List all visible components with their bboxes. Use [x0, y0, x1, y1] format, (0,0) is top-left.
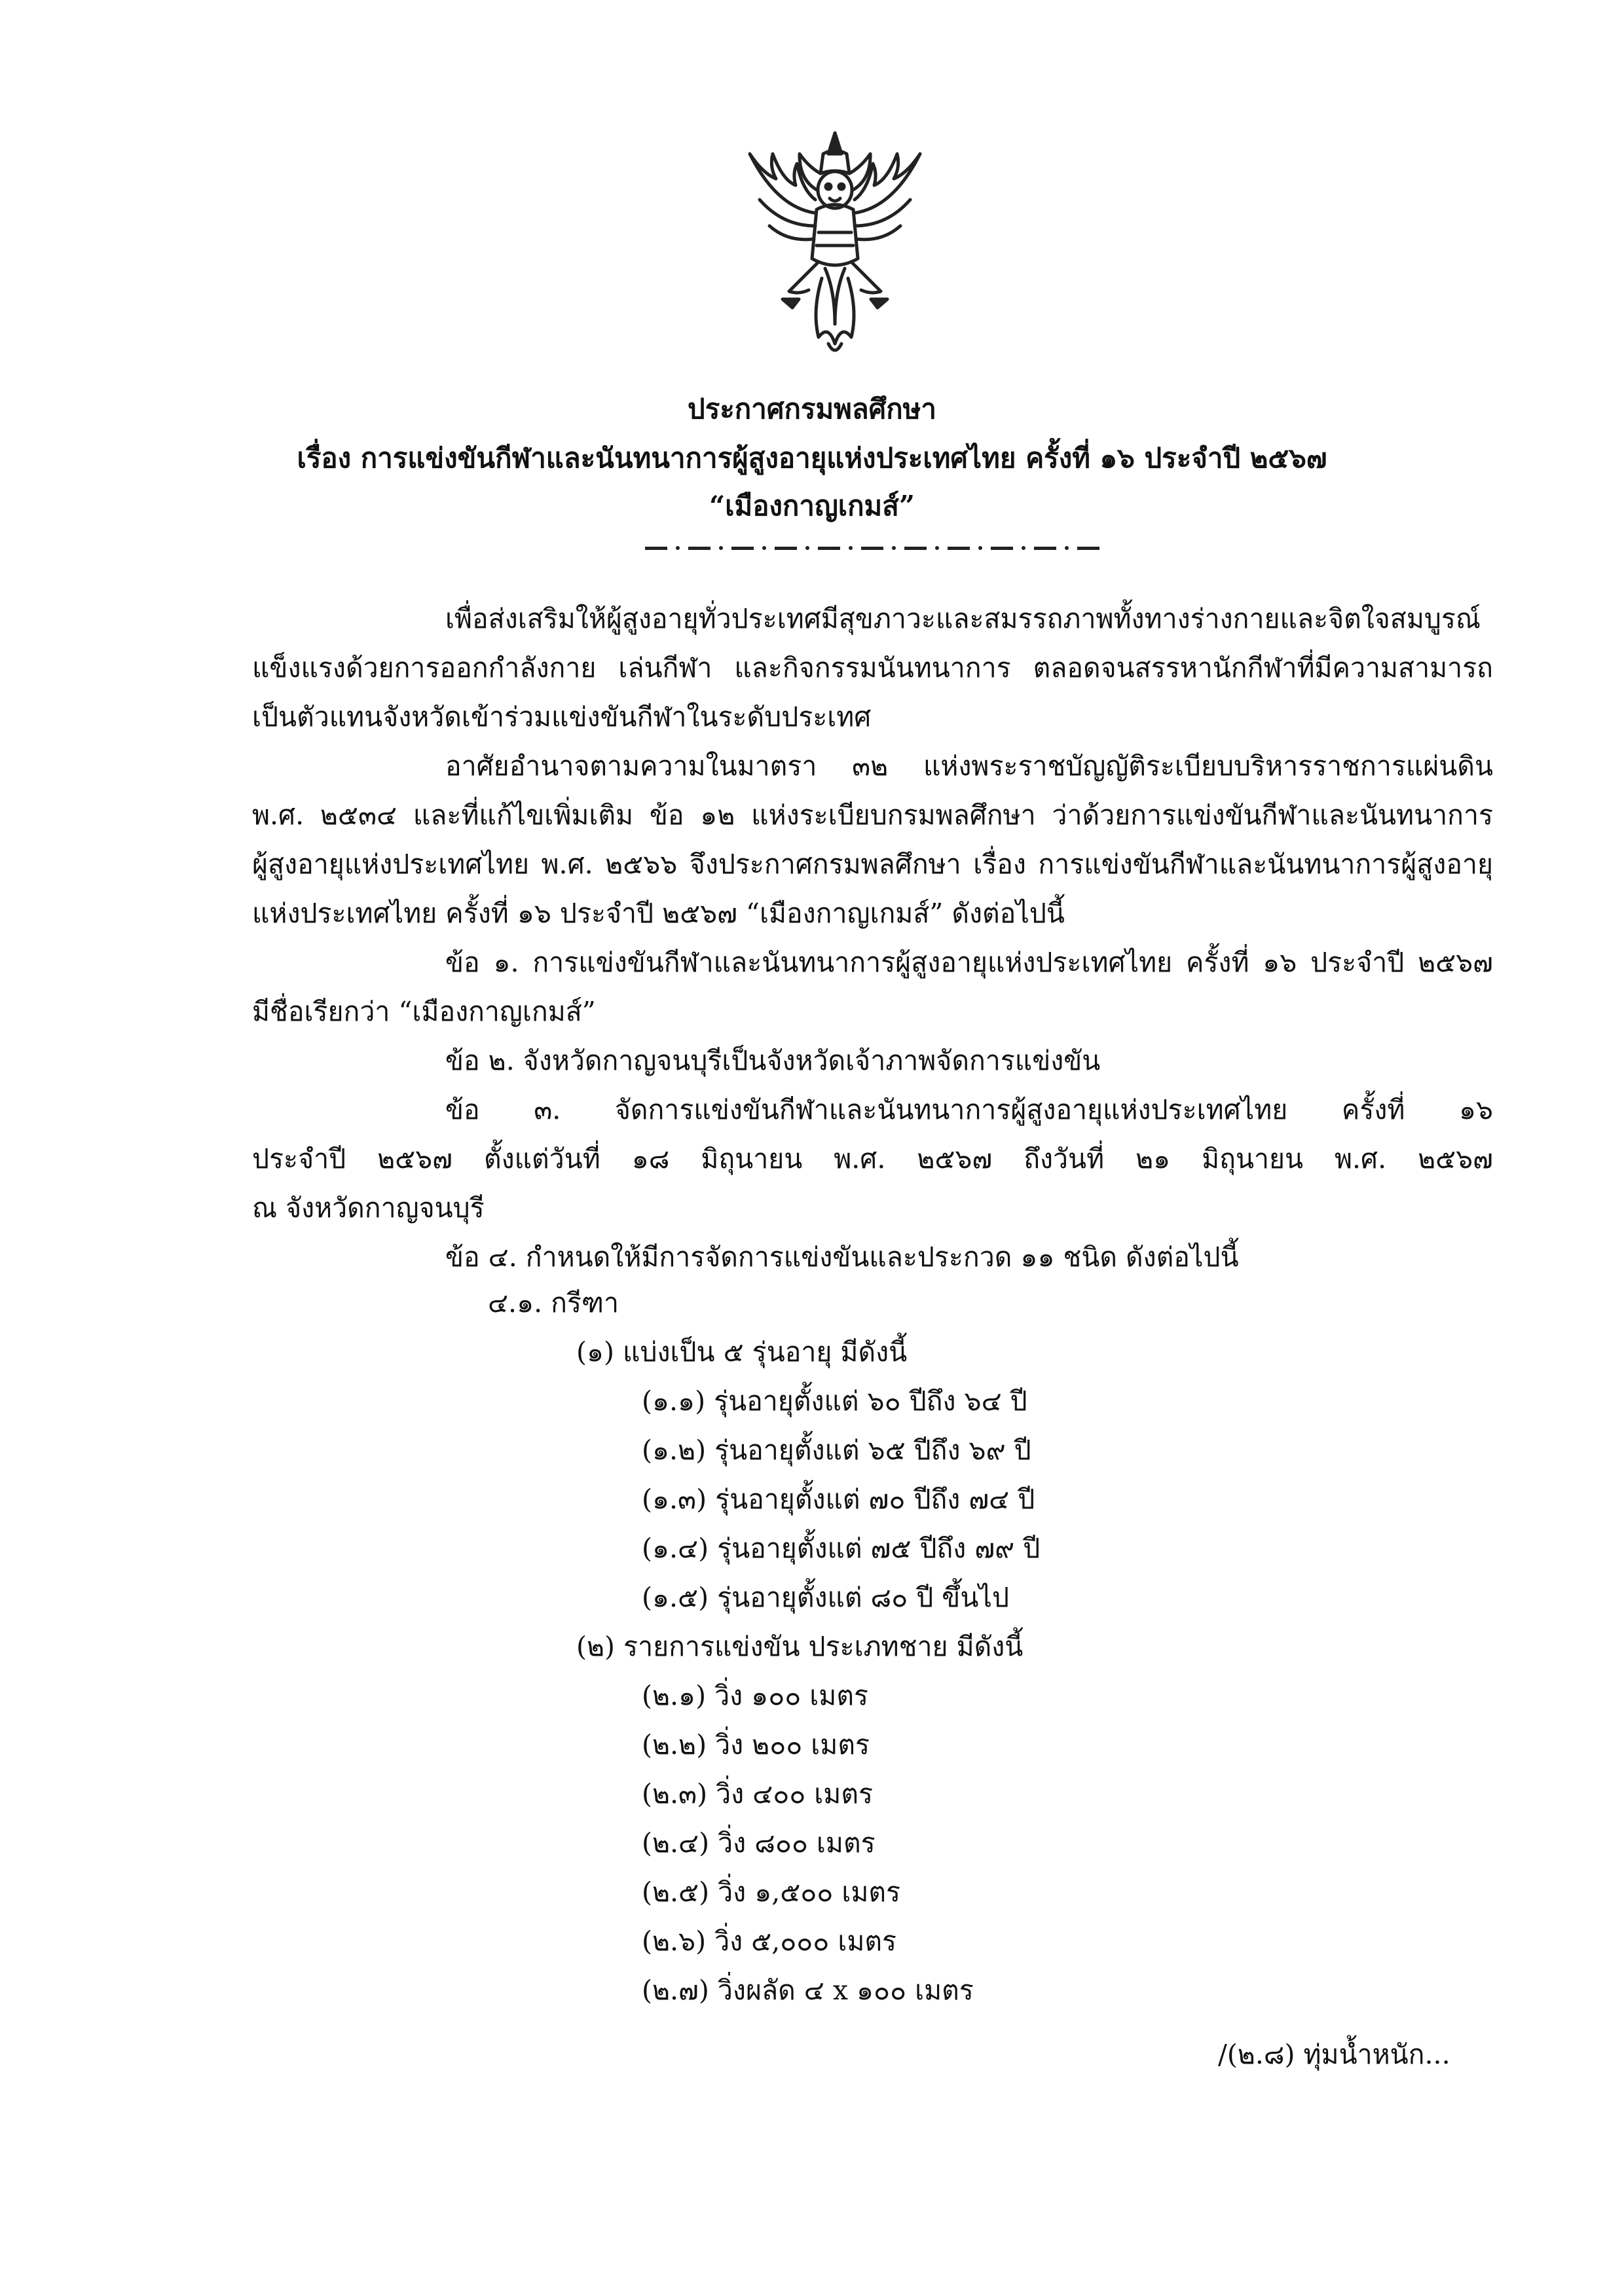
age-heading: (๑) แบ่งเป็น ๕ รุ่นอายุ มีดังนี้ — [576, 1336, 908, 1368]
event-item: (๒.๕) วิ่ง ๑,๕๐๐ เมตร — [642, 1876, 901, 1908]
age-group-item: (๑.๔) รุ่นอายุตั้งแต่ ๗๕ ปีถึง ๗๙ ปี — [642, 1533, 1041, 1564]
preamble-p2-line: แห่งประเทศไทย ครั้งที่ ๑๖ ประจำปี ๒๕๖๗ “เมืองกาญเกมส์” ดังต่อไปนี้ — [252, 898, 1065, 929]
announcement-subject: เรื่อง การแข่งขันกีฬาและนันทนาการผู้สูงอายุแห่งประเทศไทย ครั้งที่ ๑๖ ประจำปี ๒๕๖๗ — [297, 442, 1327, 474]
event-item: (๒.๓) วิ่ง ๔๐๐ เมตร — [642, 1778, 873, 1810]
sport-heading: ๔.๑. กรีฑา — [488, 1287, 619, 1319]
event-item: (๒.๒) วิ่ง ๒๐๐ เมตร — [642, 1729, 870, 1760]
preamble-p2-line: พ.ศ. ๒๕๓๔ และที่แก้ไขเพิ่มเติม ข้อ ๑๒ แห่งระเบียบกรมพลศึกษา ว่าด้วยการแข่งขันกีฬาและนันทนาการ — [252, 799, 1493, 831]
age-group-item: (๑.๓) รุ่นอายุตั้งแต่ ๗๐ ปีถึง ๗๔ ปี — [642, 1484, 1035, 1515]
clause-2: ข้อ ๒. จังหวัดกาญจนบุรีเป็นจังหวัดเจ้าภาพจัดการแข่งขัน — [445, 1045, 1101, 1076]
clause-3-line: ณ จังหวัดกาญจนบุรี — [252, 1192, 485, 1224]
preamble-p2-line: ผู้สูงอายุแห่งประเทศไทย พ.ศ. ๒๕๖๖ จึงประกาศกรมพลศึกษา เรื่อง การแข่งขันกีฬาและนันทนาการผู้สูงอายุ — [252, 848, 1493, 880]
announcement-title: ประกาศกรมพลศึกษา — [688, 393, 936, 425]
clause-1-line: ข้อ ๑. การแข่งขันกีฬาและนันทนาการผู้สูงอายุแห่งประเทศไทย ครั้งที่ ๑๖ ประจำปี ๒๕๖๗ — [445, 947, 1493, 978]
games-name: “เมืองกาญเกมส์” — [709, 490, 915, 522]
clause-3-line: ประจำปี ๒๕๖๗ ตั้งแต่วันที่ ๑๘ มิถุนายน พ.ศ. ๒๕๖๗ ถึงวันที่ ๒๑ มิถุนายน พ.ศ. ๒๕๖๗ — [252, 1143, 1493, 1175]
continuation-note: /(๒.๘) ทุ่มน้ำหนัก... — [1218, 2039, 1450, 2070]
age-group-item: (๑.๒) รุ่นอายุตั้งแต่ ๖๕ ปีถึง ๖๙ ปี — [642, 1434, 1031, 1466]
garuda-emblem-icon — [737, 128, 933, 363]
event-heading: (๒) รายการแข่งขัน ประเภทชาย มีดังนี้ — [576, 1631, 1024, 1662]
preamble-p1-line: เป็นตัวแทนจังหวัดเข้าร่วมแข่งขันกีฬาในระดับประเทศ — [252, 701, 872, 733]
preamble-p1-line: เพื่อส่งเสริมให้ผู้สูงอายุทั่วประเทศมีสุขภาวะและสมรรถภาพทั้งทางร่างกายและจิตใจสมบูรณ์ — [445, 603, 1481, 634]
event-item: (๒.๖) วิ่ง ๕,๐๐๐ เมตร — [642, 1925, 897, 1957]
title-divider — [645, 543, 1103, 553]
preamble-p1-line: แข็งแรงด้วยการออกกำลังกาย เล่นกีฬา และกิจกรรมนันทนาการ ตลอดจนสรรหานักกีฬาที่มีความสามารถ — [252, 652, 1493, 683]
age-group-item: (๑.๑) รุ่นอายุตั้งแต่ ๖๐ ปีถึง ๖๔ ปี — [642, 1385, 1027, 1417]
event-item: (๒.๗) วิ่งผลัด ๔ x ๑๐๐ เมตร — [642, 1975, 974, 2006]
event-item: (๒.๔) วิ่ง ๘๐๐ เมตร — [642, 1827, 876, 1859]
event-item: (๒.๑) วิ่ง ๑๐๐ เมตร — [642, 1680, 868, 1711]
clause-3-line: ข้อ ๓. จัดการแข่งขันกีฬาและนันทนาการผู้สูงอายุแห่งประเทศไทย ครั้งที่ ๑๖ — [445, 1094, 1493, 1125]
clause-1-line: มีชื่อเรียกว่า “เมืองกาญเกมส์” — [252, 996, 596, 1027]
age-group-item: (๑.๕) รุ่นอายุตั้งแต่ ๘๐ ปี ขึ้นไป — [642, 1582, 1010, 1613]
preamble-p2-line: อาศัยอำนาจตามความในมาตรา ๓๒ แห่งพระราชบัญญัติระเบียบบริหารราชการแผ่นดิน — [445, 750, 1493, 782]
clause-4: ข้อ ๔. กำหนดให้มีการจัดการแข่งขันและประกวด ๑๑ ชนิด ดังต่อไปนี้ — [445, 1241, 1239, 1273]
